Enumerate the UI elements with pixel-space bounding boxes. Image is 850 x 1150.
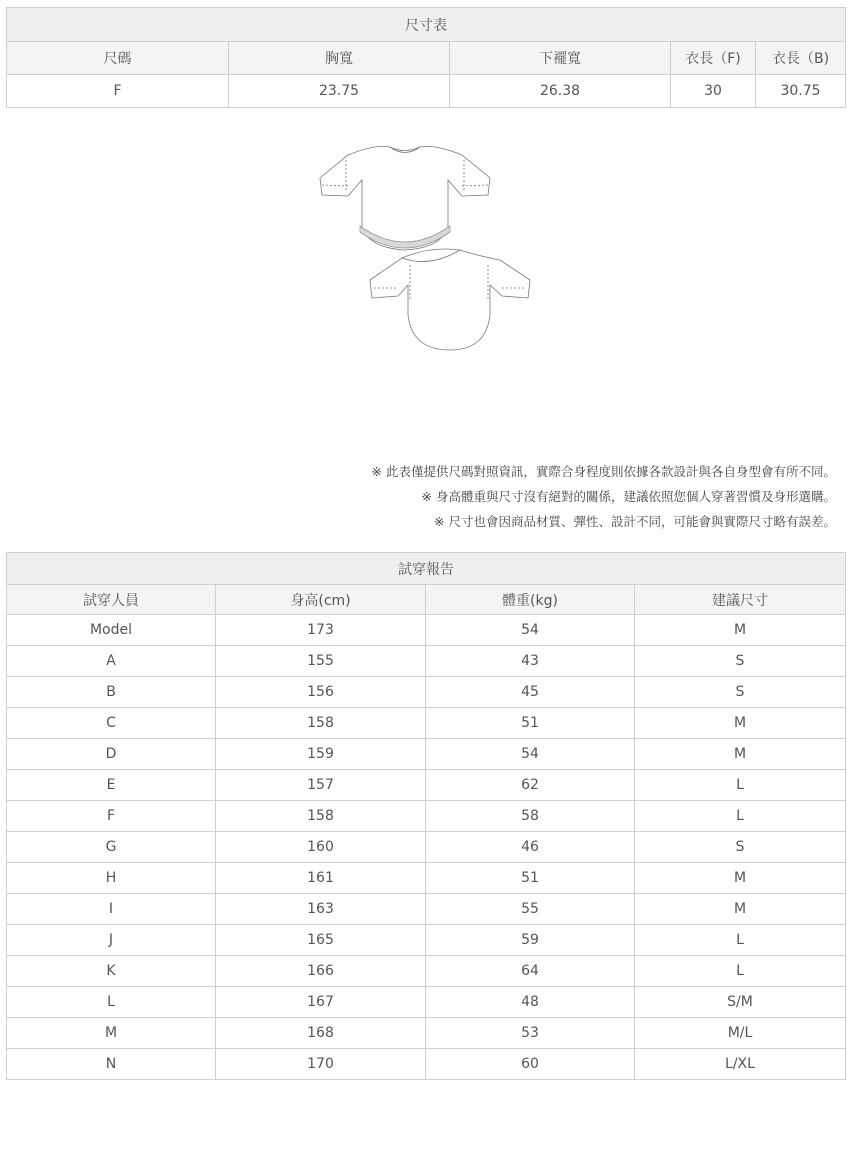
height-cell: 173 xyxy=(216,615,426,646)
height-cell: 168 xyxy=(216,1018,426,1049)
size-cell: L xyxy=(635,801,846,832)
weight-cell: 54 xyxy=(426,615,635,646)
front-view-sketch xyxy=(320,146,490,250)
size-header-chest: 胸寬 xyxy=(229,42,450,75)
weight-cell: 59 xyxy=(426,925,635,956)
note-line: ※ 身高體重與尺寸沒有絕對的關係，建議依照您個人穿著習慣及身形選購。 xyxy=(421,489,836,504)
size-cell: S xyxy=(635,677,846,708)
size-chart-title: 尺寸表 xyxy=(7,8,846,42)
size-cell: L/XL xyxy=(635,1049,846,1080)
size-chart-table xyxy=(6,7,846,108)
tester-cell: C xyxy=(7,708,216,739)
length-back-cell: 30.75 xyxy=(756,75,846,108)
tester-cell: B xyxy=(7,677,216,708)
weight-cell: 51 xyxy=(426,708,635,739)
table-row xyxy=(7,1018,846,1049)
tester-cell: Model xyxy=(7,615,216,646)
tester-cell: F xyxy=(7,801,216,832)
height-cell: 156 xyxy=(216,677,426,708)
length-front-cell: 30 xyxy=(671,75,756,108)
size-cell: S/M xyxy=(635,987,846,1018)
height-cell: 165 xyxy=(216,925,426,956)
height-cell: 157 xyxy=(216,770,426,801)
height-cell: 161 xyxy=(216,863,426,894)
height-cell: 160 xyxy=(216,832,426,863)
weight-cell: 53 xyxy=(426,1018,635,1049)
note-line: ※ 尺寸也會因商品材質、彈性、設計不同，可能會與實際尺寸略有誤差。 xyxy=(434,514,836,529)
tester-cell: M xyxy=(7,1018,216,1049)
hem-cell: 26.38 xyxy=(450,75,671,108)
weight-cell: 48 xyxy=(426,987,635,1018)
garment-flat-sketch xyxy=(290,140,560,355)
size-cell: L xyxy=(635,770,846,801)
table-row xyxy=(7,75,846,108)
tester-cell: K xyxy=(7,956,216,987)
header-suggested-size: 建議尺寸 xyxy=(635,585,846,615)
tester-cell: E xyxy=(7,770,216,801)
weight-cell: 43 xyxy=(426,646,635,677)
height-cell: 158 xyxy=(216,708,426,739)
weight-cell: 51 xyxy=(426,863,635,894)
size-header-length-front: 衣長（F) xyxy=(671,42,756,75)
size-cell: S xyxy=(635,646,846,677)
size-chart-title-row xyxy=(7,8,846,42)
table-row xyxy=(7,646,846,677)
size-cell: M xyxy=(635,863,846,894)
weight-cell: 64 xyxy=(426,956,635,987)
table-row xyxy=(7,677,846,708)
size-header-length-back: 衣長（B) xyxy=(756,42,846,75)
table-row xyxy=(7,615,846,646)
tester-cell: D xyxy=(7,739,216,770)
size-cell: M xyxy=(635,615,846,646)
sizing-notes xyxy=(372,459,836,534)
table-row xyxy=(7,956,846,987)
table-row xyxy=(7,894,846,925)
height-cell: 158 xyxy=(216,801,426,832)
tester-cell: H xyxy=(7,863,216,894)
size-chart-header-row xyxy=(7,42,846,75)
tester-cell: G xyxy=(7,832,216,863)
height-cell: 159 xyxy=(216,739,426,770)
header-tester: 試穿人員 xyxy=(7,585,216,615)
table-row xyxy=(7,1049,846,1080)
table-row xyxy=(7,987,846,1018)
weight-cell: 54 xyxy=(426,739,635,770)
height-cell: 163 xyxy=(216,894,426,925)
tester-cell: J xyxy=(7,925,216,956)
weight-cell: 55 xyxy=(426,894,635,925)
weight-cell: 58 xyxy=(426,801,635,832)
try-on-report-table xyxy=(6,552,846,1080)
header-height: 身高(cm) xyxy=(216,585,426,615)
table-row xyxy=(7,801,846,832)
try-on-header-row xyxy=(7,585,846,615)
tester-cell: A xyxy=(7,646,216,677)
table-row xyxy=(7,832,846,863)
weight-cell: 46 xyxy=(426,832,635,863)
height-cell: 166 xyxy=(216,956,426,987)
height-cell: 170 xyxy=(216,1049,426,1080)
table-row xyxy=(7,863,846,894)
weight-cell: 60 xyxy=(426,1049,635,1080)
tester-cell: L xyxy=(7,987,216,1018)
tester-cell: I xyxy=(7,894,216,925)
table-row xyxy=(7,770,846,801)
table-row xyxy=(7,925,846,956)
height-cell: 155 xyxy=(216,646,426,677)
height-cell: 167 xyxy=(216,987,426,1018)
size-cell: M xyxy=(635,894,846,925)
back-view-sketch xyxy=(370,249,530,350)
table-row xyxy=(7,739,846,770)
note-line: ※ 此表僅提供尺碼對照資訊，實際合身程度則依據各款設計與各自身型會有所不同。 xyxy=(371,464,836,479)
chest-cell: 23.75 xyxy=(229,75,450,108)
try-on-title-row xyxy=(7,553,846,585)
table-row xyxy=(7,708,846,739)
size-cell: F xyxy=(7,75,229,108)
size-cell: L xyxy=(635,956,846,987)
size-cell: M xyxy=(635,708,846,739)
size-cell: M/L xyxy=(635,1018,846,1049)
size-cell: S xyxy=(635,832,846,863)
size-cell: L xyxy=(635,925,846,956)
size-cell: M xyxy=(635,739,846,770)
tester-cell: N xyxy=(7,1049,216,1080)
size-header-hem: 下襬寬 xyxy=(450,42,671,75)
size-header-size: 尺碼 xyxy=(7,42,229,75)
try-on-title: 試穿報告 xyxy=(7,553,846,585)
weight-cell: 45 xyxy=(426,677,635,708)
weight-cell: 62 xyxy=(426,770,635,801)
header-weight: 體重(kg) xyxy=(426,585,635,615)
